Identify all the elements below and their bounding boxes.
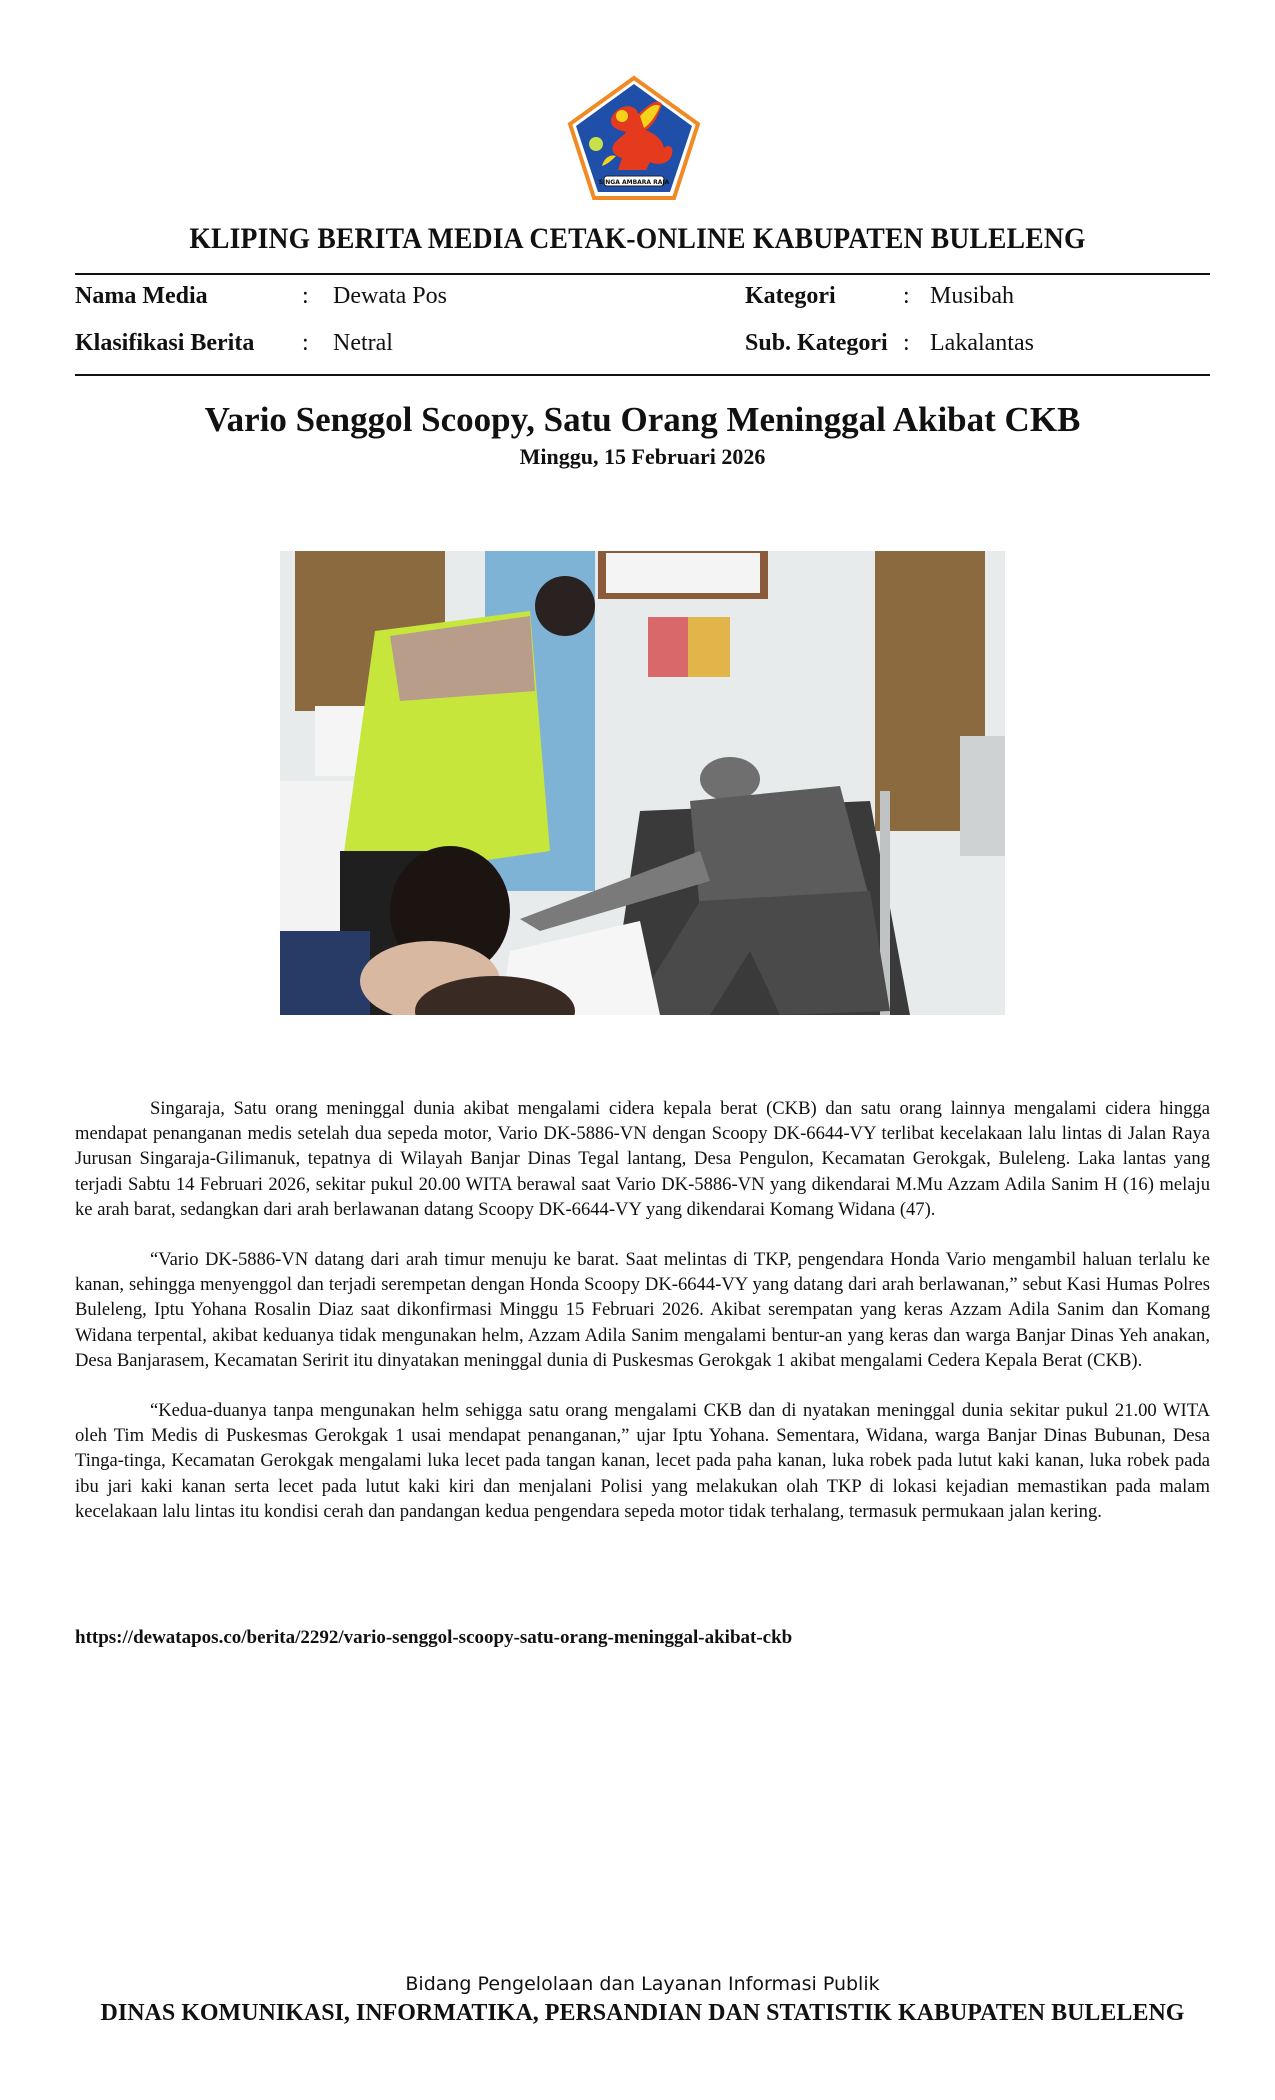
article-photo: [280, 551, 1005, 1015]
article-body: [75, 1096, 1210, 1549]
article-paragraph: Singaraja, Satu orang meninggal dunia akibat mengalami cidera kepala berat (CKB) dan satu orang lainnya mengalami cidera hingga mendapat penanganan medis setelah dua sepeda motor, Vario DK-5886-VN dengan Scoopy DK-6644-VY terlibat kecelakaan lalu lintas di Jalan Raya Jurusan Singaraja-Gilimanuk, tepatnya di Wilayah Banjar Dinas Tegal lantang, Desa Pengulon, Kecamatan Gerokgak, Buleleng. Laka lantas yang terjadi Sabtu 14 Februari 2026, sekitar pukul 20.00 WITA berawal saat Vario DK-5886-VN yang dikendarai M.Mu Azzam Adila Sanim H (16) melaju ke arah barat, sedangkan dari arah berlawanan datang Scoopy DK-6644-VY yang dikendarai Komang Widana (47).: [75, 1098, 1210, 1220]
meta-value-nama-media: Dewata Pos: [333, 283, 447, 309]
meta-sep: :: [903, 283, 910, 309]
meta-nama-media: [75, 283, 208, 310]
header-rule-bottom: [75, 374, 1210, 376]
footer-department: Bidang Pengelolaan dan Layanan Informasi Publik: [405, 1973, 880, 1995]
crest-motto: SINGA AMBARA RAJA: [598, 179, 670, 186]
meta-value-kategori: Musibah: [930, 283, 1014, 309]
meta-label: Sub. Kategori: [745, 330, 888, 356]
source-link[interactable]: https://dewatapos.co/berita/2292/vario-senggol-scoopy-satu-orang-meninggal-akibat-ckb: [75, 1627, 793, 1648]
header-rule-top: [75, 273, 1210, 275]
meta-label: Klasifikasi Berita: [75, 330, 255, 356]
article-title: Vario Senggol Scoopy, Satu Orang Meninggal Akibat CKB: [204, 400, 1081, 439]
footer-agency: DINAS KOMUNIKASI, INFORMATIKA, PERSANDIAN DAN STATISTIK KABUPATEN BULELENG: [100, 2000, 1185, 2026]
meta-label: Kategori: [745, 283, 836, 309]
meta-kategori: [745, 283, 836, 310]
article-paragraph: “Kedua-duanya tanpa mengunakan helm sehigga satu orang mengalami CKB dan di nyatakan meninggal dunia sekitar pukul 21.00 WITA oleh Tim Medis di Puskesmas Gerokgak 1 usai mendapat penanganan,” ujar Iptu Yohana. Sementara, Widana, warga Banjar Dinas Bubunan, Desa Tinga-tinga, Kecamatan Gerokgak mengalami luka lecet pada tangan kanan, lecet pada paha kanan, luka robek pada lutut kaki kanan, luka robek pada ibu jari kaki kanan serta lecet pada lutut kaki kiri dan menjalani Polisi yang melakukan olah TKP di lokasi kejadian memastikan pada malam kecelakaan lalu lintas itu kondisi cerah dan pandangan kedua pengendara sepeda motor tidak terhalang, termasuk permukaan jalan kering.: [75, 1400, 1210, 1522]
meta-label: Nama Media: [75, 283, 208, 309]
meta-sep: :: [302, 330, 309, 356]
meta-klasifikasi: [75, 330, 254, 357]
document-title: KLIPING BERITA MEDIA CETAK-ONLINE KABUPATEN BULELENG: [189, 222, 1086, 255]
meta-sub-kategori: [745, 330, 888, 357]
meta-value-klasifikasi: Netral: [333, 330, 393, 356]
buleleng-crest-icon: [566, 74, 702, 202]
article-date: Minggu, 15 Februari 2026: [519, 444, 766, 469]
meta-value-sub-kategori: Lakalantas: [930, 330, 1034, 356]
article-paragraph: “Vario DK-5886-VN datang dari arah timur menuju ke barat. Saat melintas di TKP, pengendara Honda Vario mengambil haluan terlalu ke kanan, sehingga menyenggol dan terjadi serempetan dengan Honda Scoopy DK-6644-VY yang datang dari arah berlawanan,” sebut Kasi Humas Polres Buleleng, Iptu Yohana Rosalin Diaz saat dikonfirmasi Minggu 15 Februari 2026. Akibat serempatan yang keras Azzam Adila Sanim dan Komang Widana terpental, akibat keduanya tidak mengunakan helm, Azzam Adila Sanim mengalami bentur-an yang keras dan warga Banjar Dinas Yeh anakan, Desa Banjarasem, Kecamatan Seririt itu dinyatakan meninggal dunia di Puskesmas Gerokgak 1 akibat mengalami Cedera Kepala Berat (CKB).: [75, 1249, 1210, 1371]
meta-sep: :: [302, 283, 309, 309]
meta-sep: :: [903, 330, 910, 356]
